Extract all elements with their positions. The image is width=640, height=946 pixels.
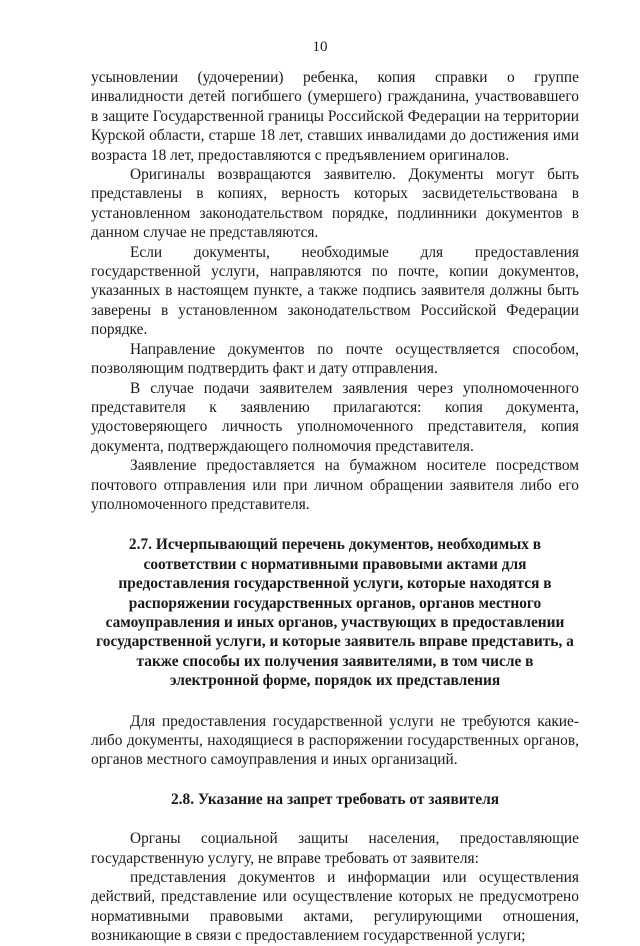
section-2-8-heading: 2.8. Указание на запрет требовать от заявителя bbox=[170, 790, 500, 808]
document-body bbox=[91, 68, 579, 946]
section-2-7-paragraph: Для предоставления государственной услуги не требуются какие-либо документы, находящиеся в распоряжении государственных органов, органов местного самоуправления и иных организаций. bbox=[91, 712, 579, 769]
section-2-8-paragraph-2: представления документов и информации или осуществления действий, представление или осуществление которых не предусмотрено нормативными правовыми актами, регулирующими отношения, возникающие в связи с предоставлением государственной услуги; bbox=[91, 869, 579, 945]
section-2-7-heading: 2.7. Исчерпывающий перечень документов, необходимых в соответствии с нормативными правовыми актами для предоставления государственной услуги, которые находятся в распоряжении государственных органов, органов местного самоуправления и иных органов, участвующих в предоставлении государственной услуги, и которые заявитель вправе представить, а также способы их получения заявителями, в том числе в электронной форме, порядок их представления bbox=[96, 536, 574, 690]
paragraph-mail-method: Направление документов по почте осуществляется способом, позволяющим подтвердить факт и дату отправления. bbox=[91, 340, 579, 378]
page-number: 10 bbox=[312, 39, 328, 55]
paragraph-application-submission: Заявление предоставляется на бумажном носителе посредством почтового отправления или при личном обращении заявителя либо его уполномоченного представителя. bbox=[91, 457, 579, 513]
paragraph-originals-returned: Оригиналы возвращаются заявителю. Документы могут быть представлены в копиях, верность которых засвидетельствована в установленном законодательством порядке, подлинники документов в данном случае не представляются. bbox=[91, 166, 579, 242]
paragraph-authorized-representative: В случае подачи заявителем заявления через уполномоченного представителя к заявлению прилагаются: копия документа, удостоверяющего личность уполномоченного представителя, копия документа, подтверждающего полномочия представителя. bbox=[91, 379, 579, 455]
paragraph-adoption-copies: усыновлении (удочерении) ребенка, копия справки о группе инвалидности детей погибшего (умершего) гражданина, участвовавшего в защите Государственной границы Российской Федерации на территории Курской области, старше 18 лет, ставших инвалидами до достижения ими возраста 18 лет, предоставляются с предъявлением оригиналов. bbox=[91, 69, 579, 164]
paragraph-documents-by-mail: Если документы, необходимые для предоставления государственной услуги, направляются по почте, копии документов, указанных в настоящем пункте, а также подпись заявителя должны быть заверены в установленном законодательством Российской Федерации порядке. bbox=[91, 243, 579, 339]
section-2-8-paragraph-1: Органы социальной защиты населения, предоставляющие государственную услугу, не вправе требовать от заявителя: bbox=[91, 830, 579, 867]
